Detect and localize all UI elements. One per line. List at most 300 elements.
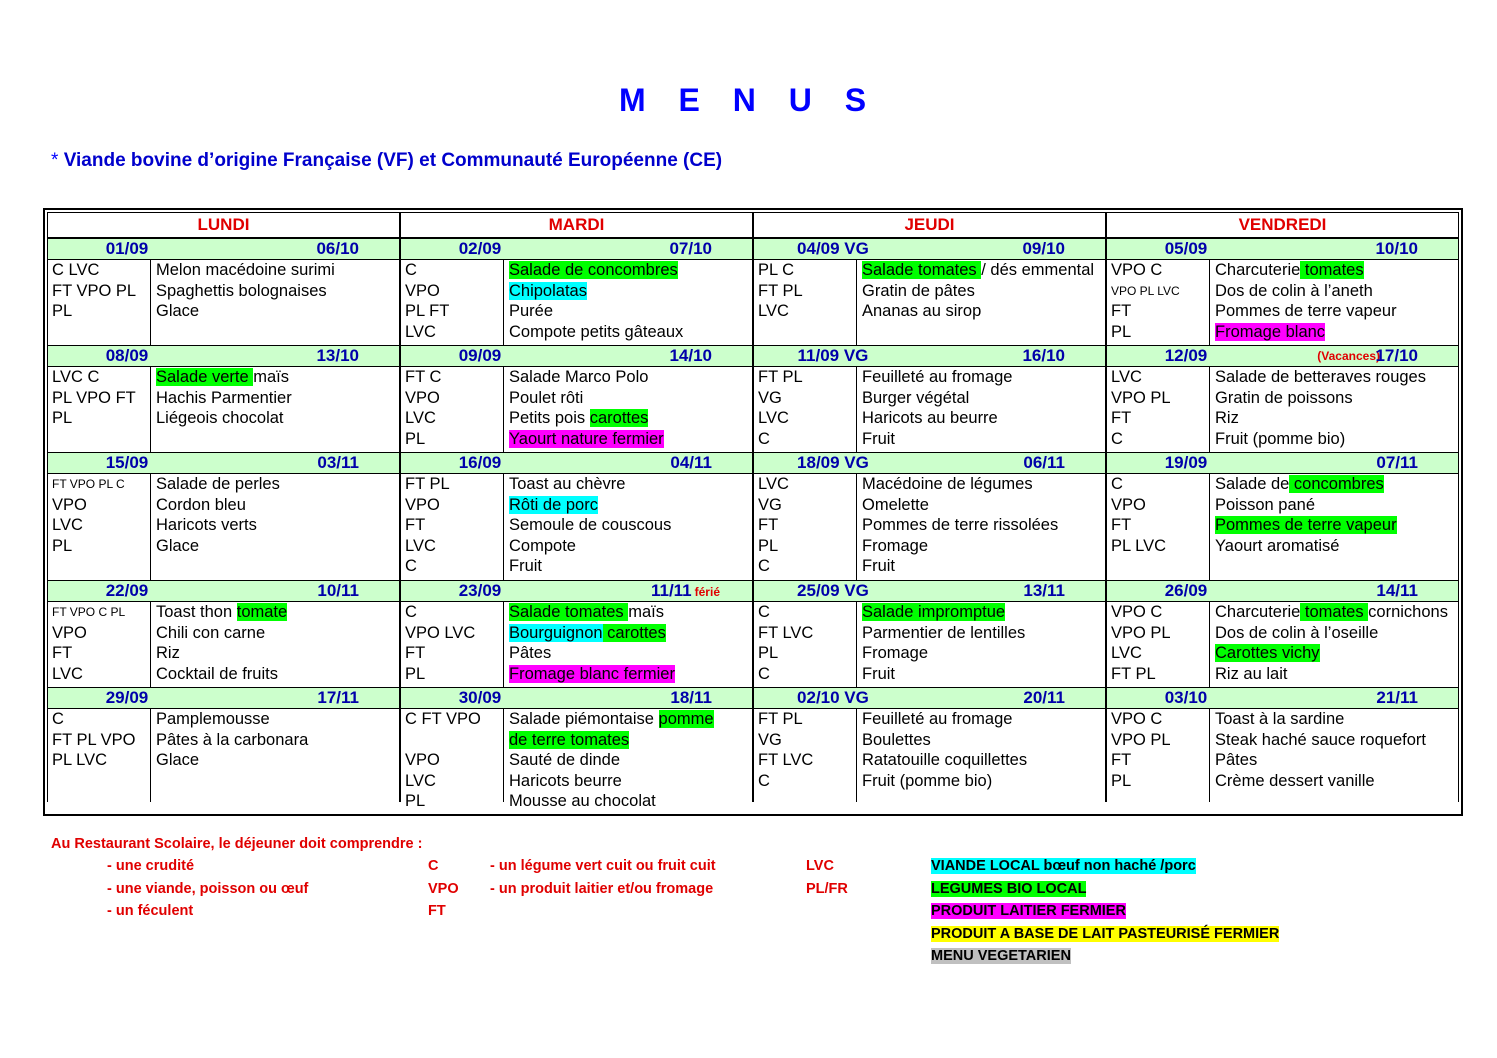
category-code: PL [52, 302, 73, 320]
date-cell [400, 452, 753, 474]
date-cell [1106, 238, 1459, 260]
date-first: 05/09 [1164, 239, 1208, 258]
category-code: LVC [405, 536, 436, 555]
dish-list [151, 367, 399, 452]
category-code: PL [758, 536, 779, 555]
dish-highlight: Salade tomates [509, 603, 629, 621]
dish-text: Pâtes [1215, 751, 1258, 769]
dish-item [862, 388, 1105, 409]
dish-text: Fromage [862, 644, 929, 662]
dish-item [156, 623, 399, 644]
category-code: PL [52, 536, 73, 555]
date-cell [753, 238, 1106, 260]
date-second [1375, 346, 1418, 366]
date-second-text: 20/11 [1023, 688, 1065, 707]
dish-text: Pâtes à la carbonara [156, 730, 309, 749]
vacances-note: (Vacances) [1317, 349, 1380, 363]
category-code: LVC [1111, 368, 1142, 386]
subtitle [51, 150, 722, 172]
dish-item [156, 709, 399, 730]
day-menu-cell [47, 474, 400, 580]
date-cell [47, 687, 400, 709]
date-second-text: 21/11 [1376, 688, 1418, 707]
dish-item [862, 771, 1105, 792]
dish-text: Omelette [862, 495, 929, 514]
dish-text: Cocktail de fruits [156, 664, 278, 683]
rule-label: - une crudité [107, 858, 195, 874]
dish-text: Fromage [862, 536, 929, 555]
week-block [47, 345, 1459, 452]
dish-text: Toast thon [156, 603, 237, 621]
category-codes [401, 367, 504, 452]
category-code: PL [405, 429, 426, 448]
ferie-note: férié [694, 585, 720, 599]
date-cell [1106, 452, 1459, 474]
menu-row [47, 260, 1459, 345]
dish-text: Compote [509, 536, 576, 555]
dish-text: Hachis Parmentier [156, 388, 292, 407]
dish-item [156, 474, 399, 495]
dish-item [509, 791, 752, 812]
date-first: 11/09 VG [797, 346, 869, 365]
category-code: VPO PL [1111, 388, 1171, 407]
dish-highlight: carottes [602, 623, 666, 642]
day-header-lundi: LUNDI [47, 212, 400, 238]
dish-item [1215, 515, 1458, 536]
day-menu-cell [753, 260, 1106, 345]
dish-item [156, 260, 399, 281]
category-code: VG [758, 730, 782, 749]
dish-item [1215, 664, 1458, 685]
category-code: PL [52, 409, 73, 427]
dish-item [1215, 281, 1458, 302]
dish-highlight: Rôti de porc [509, 495, 598, 514]
category-code: FT [1111, 302, 1132, 320]
category-codes [1107, 367, 1210, 452]
rule-code: VPO [428, 881, 459, 897]
dish-text: maïs [628, 603, 665, 621]
date-second [1022, 239, 1065, 259]
legend-item: LEGUMES BIO LOCAL [931, 880, 1087, 897]
date-second-text: 07/11 [1376, 453, 1418, 472]
category-code: FT VPO PL C [52, 477, 125, 491]
dish-item [862, 474, 1105, 495]
dish-list [1210, 709, 1458, 802]
category-code: C FT VPO [405, 710, 481, 728]
day-menu-cell [1106, 709, 1459, 802]
category-code: LVC [758, 475, 789, 493]
dish-text: Fruit (pomme bio) [1215, 429, 1346, 448]
category-code: C [758, 664, 770, 683]
day-menu-cell [47, 260, 400, 345]
category-codes [1107, 709, 1210, 802]
date-first: 16/09 [458, 453, 502, 472]
date-second-text: 07/10 [669, 239, 712, 258]
dish-text: Gratin de poissons [1215, 388, 1353, 407]
dish-text: Boulettes [862, 730, 931, 749]
date-second [651, 581, 720, 602]
week-block [47, 238, 1459, 345]
category-code: FT [405, 644, 426, 662]
rule-code: LVC [806, 858, 834, 874]
date-cell [1106, 687, 1459, 709]
date-cell [47, 345, 400, 367]
category-code: LVC [52, 516, 83, 534]
rule-label: - un légume vert cuit ou fruit cuit [490, 858, 716, 874]
date-cell [753, 452, 1106, 474]
dish-list [857, 474, 1105, 580]
dish-item [1215, 495, 1458, 516]
dish-item [509, 536, 752, 557]
category-codes [1107, 474, 1210, 580]
legend-item: PRODUIT A BASE DE LAIT PASTEURISÉ FERMIER [931, 925, 1280, 942]
date-second-text: 10/11 [317, 581, 359, 600]
dish-text: Glace [156, 536, 200, 555]
category-code: LVC [758, 409, 789, 427]
category-code: VPO PL [1111, 623, 1171, 642]
category-code: LVC [405, 322, 436, 341]
dish-text: Yaourt aromatisé [1215, 536, 1340, 555]
category-codes [754, 709, 857, 802]
category-code: PL FT [405, 302, 450, 320]
date-first: 19/09 [1164, 453, 1208, 472]
dish-highlight: Pommes de terre vapeur [1215, 516, 1397, 534]
category-code: C [405, 557, 417, 575]
category-code: VPO C [1111, 261, 1163, 279]
date-row [47, 345, 1459, 367]
dish-item [862, 495, 1105, 516]
dish-item [156, 301, 399, 322]
dish-highlight: carottes [589, 409, 649, 427]
date-first: 18/09 VG [797, 453, 869, 472]
date-first: 02/09 [458, 239, 502, 258]
date-second-text: 11/11 [650, 581, 692, 600]
day-menu-cell [1106, 260, 1459, 345]
date-second [1375, 239, 1418, 259]
dish-item [862, 643, 1105, 664]
category-code: FT [1111, 516, 1132, 534]
dish-item [862, 301, 1105, 322]
date-second [317, 453, 359, 473]
dish-item [1215, 260, 1458, 281]
dish-text: maïs [253, 368, 289, 386]
category-code: C [405, 603, 417, 621]
day-menu-cell [400, 474, 753, 580]
date-cell [753, 687, 1106, 709]
dish-item [509, 260, 752, 281]
date-second-text: 13/11 [1023, 581, 1065, 600]
category-code: VPO [1111, 495, 1146, 514]
dish-item [862, 730, 1105, 751]
dish-highlight: Yaourt nature fermier [509, 429, 664, 448]
date-second-text: 13/10 [316, 346, 359, 365]
dish-text: Ratatouille coquillettes [862, 751, 1028, 769]
menu-row [47, 709, 1459, 810]
category-code: C [758, 603, 770, 621]
day-menu-cell [400, 602, 753, 687]
category-code: FT PL [1111, 664, 1156, 683]
dish-item [156, 602, 399, 623]
category-code: PL [405, 792, 426, 810]
dish-item [509, 429, 752, 450]
dish-text: Macédoine de légumes [862, 475, 1033, 493]
dish-text: Chili con carne [156, 623, 266, 642]
dish-list [504, 260, 752, 345]
category-code: PL LVC [52, 751, 108, 769]
dish-item [862, 602, 1105, 623]
dish-item [156, 730, 399, 751]
day-menu-cell [753, 602, 1106, 687]
dish-list [504, 367, 752, 452]
date-cell [1106, 345, 1459, 367]
dish-highlight: Salade impromptue [862, 603, 1006, 621]
dish-list [151, 602, 399, 687]
category-code: PL [1111, 322, 1132, 341]
date-second-text: 06/11 [1023, 453, 1065, 472]
dish-text: Steak haché sauce roquefort [1215, 730, 1426, 749]
category-code: FT [1111, 751, 1132, 769]
category-code: LVC [1111, 644, 1142, 662]
dish-item [509, 709, 752, 730]
category-code: VPO C [1111, 603, 1163, 621]
dish-list [151, 709, 399, 802]
date-second-text: 09/10 [1022, 239, 1065, 258]
dish-text: Salade Marco Polo [509, 368, 649, 386]
category-codes [401, 709, 504, 810]
category-code: C [758, 557, 770, 575]
dish-item [156, 388, 399, 409]
dish-item [509, 730, 752, 751]
category-code: VPO [405, 388, 440, 407]
category-code: FT LVC [758, 623, 814, 642]
dish-text: Salade de perles [156, 475, 280, 493]
category-codes [754, 367, 857, 452]
category-code: PL [758, 644, 779, 662]
category-code: VPO C [1111, 710, 1163, 728]
day-menu-cell [753, 367, 1106, 452]
dish-item [1215, 474, 1458, 495]
date-cell [47, 580, 400, 602]
dish-item [509, 388, 752, 409]
dish-item [862, 408, 1105, 429]
menu-row [47, 602, 1459, 687]
dish-item [1215, 750, 1458, 771]
date-cell [400, 687, 753, 709]
category-code: LVC [405, 771, 436, 790]
category-codes [401, 602, 504, 687]
dish-item [1215, 730, 1458, 751]
dish-list [1210, 260, 1458, 345]
day-menu-cell [1106, 474, 1459, 580]
dish-highlight: de terre tomates [509, 730, 630, 749]
dish-text: Semoule de couscous [509, 516, 672, 534]
dish-item [509, 623, 752, 644]
dish-item [509, 750, 752, 771]
rule-code: PL/FR [806, 881, 848, 897]
subtitle-star: * [51, 150, 59, 171]
rule-label: - un produit laitier et/ou fromage [490, 881, 714, 897]
dish-text: Feuilleté au fromage [862, 710, 1013, 728]
date-second-text: 04/11 [670, 453, 712, 472]
dish-text: Riz au lait [1215, 664, 1288, 683]
dish-text: Parmentier de lentilles [862, 623, 1026, 642]
dish-text: Haricots verts [156, 516, 257, 534]
dish-text: Mousse au chocolat [509, 792, 656, 810]
date-first: 23/09 [458, 581, 502, 600]
date-first: 01/09 [105, 239, 149, 258]
dish-text: Fruit (pomme bio) [862, 771, 993, 790]
dish-item [156, 664, 399, 685]
dish-text: Riz [156, 644, 180, 662]
date-first: 15/09 [105, 453, 149, 472]
dish-text: Melon macédoine surimi [156, 261, 335, 279]
dish-item [509, 771, 752, 792]
dish-item [1215, 408, 1458, 429]
date-row [47, 687, 1459, 709]
dish-item [509, 602, 752, 623]
date-first: 04/09 VG [797, 239, 869, 258]
day-menu-cell [400, 709, 753, 810]
category-code: VG [758, 388, 782, 407]
dish-text: Fruit [862, 429, 895, 448]
dish-text: Pâtes [509, 644, 552, 662]
category-codes [1107, 260, 1210, 345]
dish-item [156, 408, 399, 429]
dish-item [862, 623, 1105, 644]
subtitle-text: Viande bovine d’origine Française (VF) et Communauté Européenne (CE) [63, 150, 723, 171]
dish-text: Poulet rôti [509, 388, 584, 407]
dish-item [862, 515, 1105, 536]
date-second-text: 03/11 [317, 453, 359, 472]
date-second [1023, 688, 1065, 708]
category-code: C LVC [52, 261, 100, 279]
date-second-text: 10/10 [1375, 239, 1418, 258]
category-code: PL C [758, 261, 795, 279]
day-menu-cell [47, 709, 400, 802]
dish-text: Liégeois chocolat [156, 409, 284, 427]
category-code: FT LVC [758, 751, 814, 769]
dish-item [509, 515, 752, 536]
dish-highlight: pomme [658, 710, 714, 728]
dish-list [1210, 474, 1458, 580]
date-second [1376, 581, 1418, 601]
week-block [47, 580, 1459, 687]
day-menu-cell [400, 367, 753, 452]
dish-list [504, 474, 752, 580]
category-code: LVC C [52, 368, 100, 386]
dish-item [862, 750, 1105, 771]
dish-item [1215, 429, 1458, 450]
dish-item [862, 709, 1105, 730]
category-code: FT VPO PL [52, 281, 137, 300]
dish-list [857, 260, 1105, 345]
dish-item [1215, 643, 1458, 664]
category-code: FT VPO C PL [52, 605, 126, 619]
dish-highlight: tomate [236, 603, 288, 621]
dish-list [1210, 367, 1458, 452]
day-header-row [47, 212, 1459, 238]
category-code: FT PL [758, 710, 803, 728]
date-cell [1106, 580, 1459, 602]
category-code: LVC [405, 409, 436, 427]
dish-text: Haricots beurre [509, 771, 622, 790]
category-code: C [52, 710, 64, 728]
date-second-text: 18/11 [670, 688, 712, 707]
dish-text: Salade piémontaise [509, 710, 659, 728]
dish-text: Dos de colin à l’aneth [1215, 281, 1373, 300]
dish-text: Riz [1215, 409, 1239, 427]
legend-item: MENU VEGETARIEN [931, 948, 1071, 964]
dish-text: Glace [156, 751, 200, 769]
category-codes [754, 602, 857, 687]
page-title: M E N U S [618, 82, 879, 118]
week-block [47, 452, 1459, 580]
date-row [47, 238, 1459, 260]
day-menu-cell [1106, 367, 1459, 452]
dish-highlight: Fromage blanc fermier [509, 664, 675, 683]
dish-item [156, 643, 399, 664]
dish-item [862, 281, 1105, 302]
rule-code: FT [428, 903, 446, 919]
dish-text: Glace [156, 302, 200, 320]
dish-text: Spaghettis bolognaises [156, 281, 327, 300]
category-codes [754, 474, 857, 580]
category-code: FT [405, 516, 426, 534]
category-codes [401, 260, 504, 345]
category-code: C [405, 261, 417, 279]
dish-highlight: Salade verte [156, 368, 254, 386]
date-cell [400, 580, 753, 602]
date-second-text: 14/11 [1376, 581, 1418, 600]
date-first: 12/09 [1164, 346, 1208, 365]
category-code: VG [758, 495, 782, 514]
dish-list [857, 367, 1105, 452]
date-second [1376, 453, 1418, 473]
dish-text: Petits pois [509, 409, 590, 427]
date-second [1022, 346, 1065, 366]
date-second [317, 581, 359, 601]
day-menu-cell [47, 367, 400, 452]
date-first: 22/09 [105, 581, 149, 600]
category-code: FT PL [758, 281, 803, 300]
date-second-text: 16/10 [1022, 346, 1065, 365]
dish-item [156, 281, 399, 302]
dish-item [1215, 771, 1458, 792]
dish-text: Fruit [862, 664, 895, 683]
dish-text: Charcuterie [1215, 603, 1301, 621]
date-second [1023, 581, 1065, 601]
dish-item [509, 495, 752, 516]
dish-item [1215, 388, 1458, 409]
category-code: FT [1111, 409, 1132, 427]
category-code [405, 730, 503, 751]
dish-text: Salade de [1215, 475, 1290, 493]
dish-item [1215, 709, 1458, 730]
date-second [317, 688, 359, 708]
dish-highlight: Bourguignon [509, 623, 603, 642]
dish-item [862, 536, 1105, 557]
day-menu-cell [753, 709, 1106, 802]
category-code: FT [52, 644, 73, 662]
dish-item [509, 322, 752, 343]
dish-text: Haricots au beurre [862, 409, 998, 427]
dish-text: Gratin de pâtes [862, 281, 975, 300]
dish-item [509, 408, 752, 429]
dish-text: Pamplemousse [156, 710, 270, 728]
dish-highlight: Chipolatas [509, 281, 587, 300]
dish-text: Dos de colin à l’oseille [1215, 623, 1379, 642]
date-cell [753, 580, 1106, 602]
